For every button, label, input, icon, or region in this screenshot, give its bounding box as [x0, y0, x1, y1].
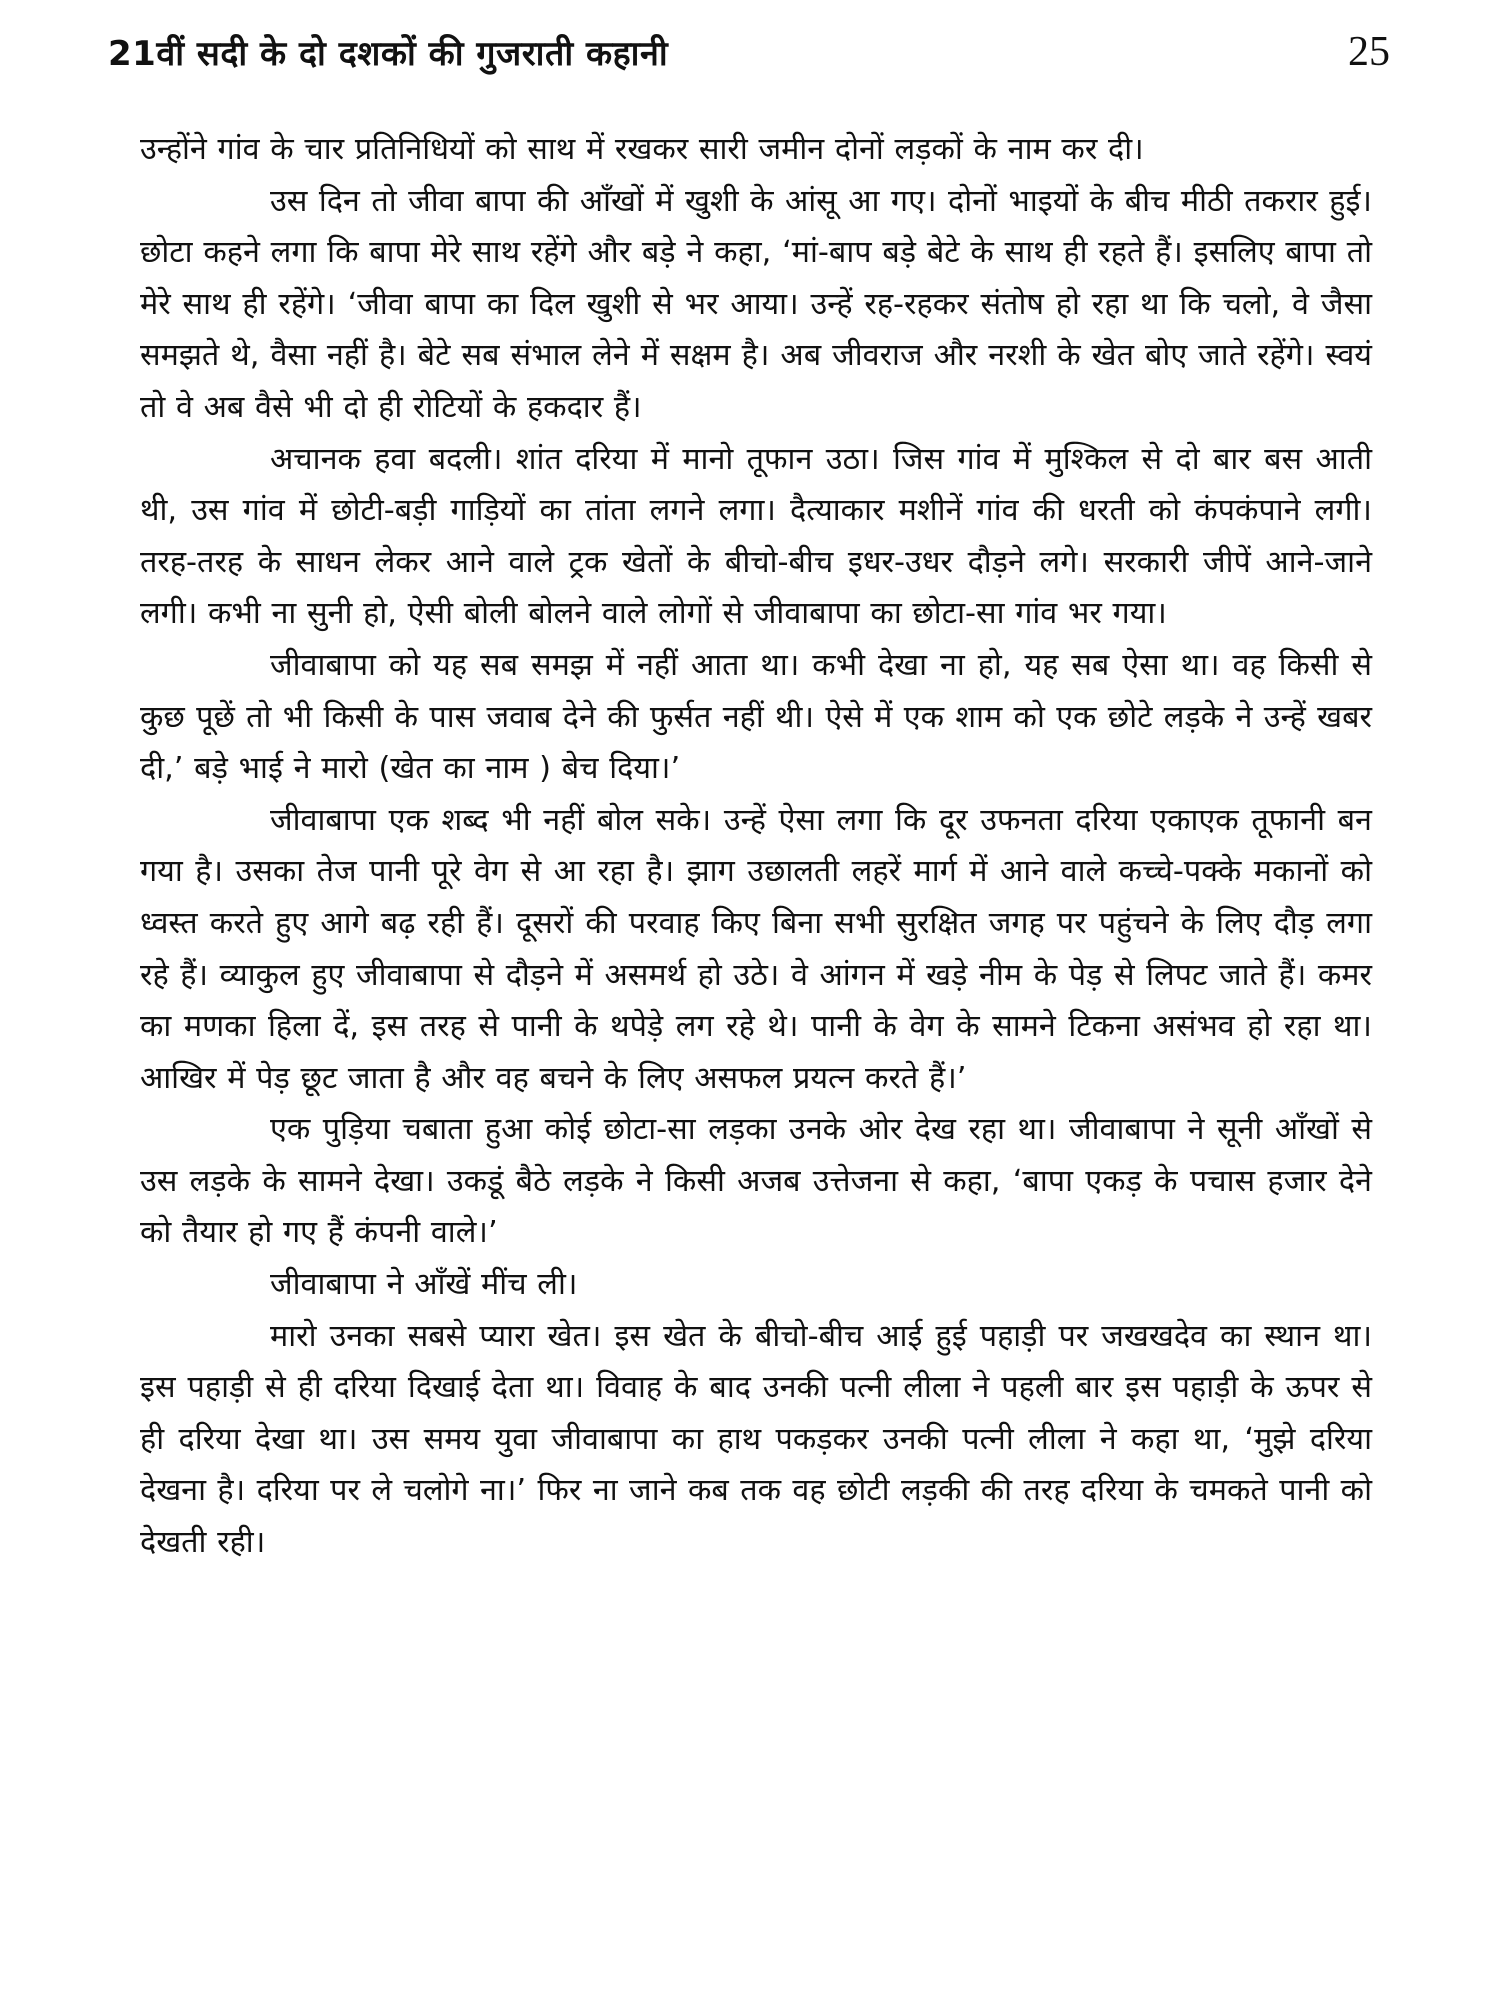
- paragraph-2: उस दिन तो जीवा बापा की आँखों में खुशी के आंसू आ गए। दोनों भाइयों के बीच मीठी तकरार हुई। छोटा कहने लगा कि बापा मेरे साथ रहेंगे और बड़े ने कहा, ‘मां-बाप बड़े बेटे के साथ ही रहते हैं। इसलिए बापा तो मेरे साथ ही रहेंगे। ‘जीवा बापा का दिल खुशी से भर आया। उन्हें रह-रहकर संतोष हो रहा था कि चलो, वे जैसा समझते थे, वैसा नहीं है। बेटे सब संभाल लेने में सक्षम है। अब जीवराज और नरशी के खेत बोए जाते रहेंगे। स्वयं तो वे अब वैसे भी दो ही रोटियों के हकदार हैं।: [140, 183, 1372, 425]
- running-header: [108, 28, 1390, 88]
- running-title: 21वीं सदी के दो दशकों की गुजराती कहानी: [108, 34, 669, 74]
- paragraph-8: मारो उनका सबसे प्यारा खेत। इस खेत के बीचो-बीच आई हुई पहाड़ी पर जखखदेव का स्थान था। इस पहाड़ी से ही दरिया दिखाई देता था। विवाह के बाद उनकी पत्नी लीला ने पहली बार इस पहाड़ी के ऊपर से ही दरिया देखा था। उस समय युवा जीवाबापा का हाथ पकड़कर उनकी पत्नी लीला ने कहा था, ‘मुझे दरिया देखना है। दरिया पर ले चलोगे ना।’ फिर ना जाने कब तक वह छोटी लड़की की तरह दरिया के चमकते पानी को देखती रही।: [140, 1318, 1372, 1561]
- paragraph-7: जीवाबापा ने आँखें मींच ली।: [270, 1267, 578, 1303]
- page-number: 25: [1348, 29, 1390, 75]
- body-text: [140, 124, 1372, 1569]
- paragraph-1: उन्होंने गांव के चार प्रतिनिधियों को साथ में रखकर सारी जमीन दोनों लड़कों के नाम कर दी।: [140, 132, 1144, 167]
- paragraph-5: जीवाबापा एक शब्द भी नहीं बोल सके। उन्हें ऐसा लगा कि दूर उफनता दरिया एकाएक तूफानी बन गया है। उसका तेज पानी पूरे वेग से आ रहा है। झाग उछालती लहरें मार्ग में आने वाले कच्चे-पक्के मकानों को ध्वस्त करते हुए आगे बढ़ रही हैं। दूसरों की परवाह किए बिना सभी सुरक्षित जगह पर पहुंचने के लिए दौड़ लगा रहे हैं। व्याकुल हुए जीवाबापा से दौड़ने में असमर्थ हो उठे। वे आंगन में खड़े नीम के पेड़ से लिपट जाते हैं। कमर का मणका हिला दें, इस तरह से पानी के थपेड़े लग रहे थे। पानी के वेग के सामने टिकना असंभव हो रहा था। आखिर में पेड़ छूट जाता है और वह बचने के लिए असफल प्रयत्न करते हैं।’: [140, 802, 1372, 1096]
- paragraph-3: अचानक हवा बदली। शांत दरिया में मानो तूफान उठा। जिस गांव में मुश्किल से दो बार बस आती थी, उस गांव में छोटी-बड़ी गाड़ियों का तांता लगने लगा। दैत्याकार मशीनें गांव की धरती को कंपकंपाने लगी। तरह-तरह के साधन लेकर आने वाले ट्रक खेतों के बीचो-बीच इधर-उधर दौड़ने लगे। सरकारी जीपें आने-जाने लगी। कभी ना सुनी हो, ऐसी बोली बोलने वाले लोगों से जीवाबापा का छोटा-सा गांव भर गया।: [140, 441, 1372, 632]
- paragraph-4: जीवाबापा को यह सब समझ में नहीं आता था। कभी देखा ना हो, यह सब ऐसा था। वह किसी से कुछ पूछें तो भी किसी के पास जवाब देने की फुर्सत नहीं थी। ऐसे में एक शाम को एक छोटे लड़के ने उन्हें खबर दी,’ बड़े भाई ने मारो (खेत का नाम ) बेच दिया।’: [140, 647, 1372, 787]
- paragraph-6: एक पुड़िया चबाता हुआ कोई छोटा-सा लड़का उनके ओर देख रहा था। जीवाबापा ने सूनी आँखों से उस लड़के के सामने देखा। उकडूं बैठे लड़के ने किसी अजब उत्तेजना से कहा, ‘बापा एकड़ के पचास हजार देने को तैयार हो गए हैं कंपनी वाले।’: [140, 1112, 1372, 1251]
